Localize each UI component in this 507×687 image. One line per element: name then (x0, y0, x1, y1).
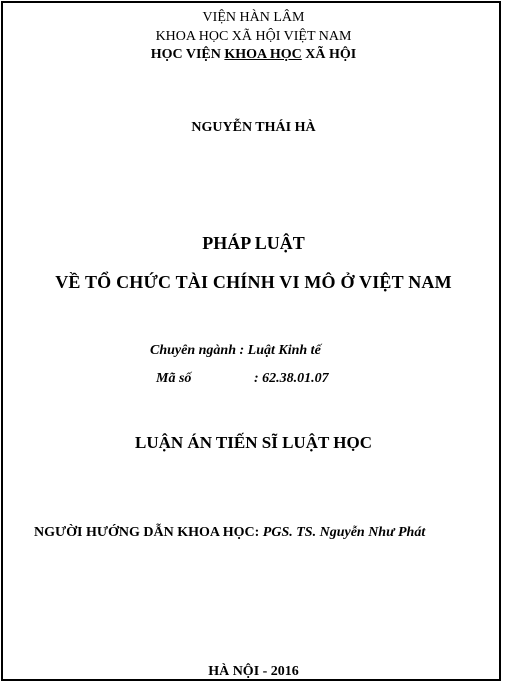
thesis-title-line-1: PHÁP LUẬT (202, 233, 305, 253)
major-label: Chuyên ngành (150, 343, 236, 358)
institution-line-3-underlined: KHOA HỌC (224, 47, 302, 62)
supervisor-name: PGS. TS. Nguyễn Như Phát (262, 525, 426, 540)
code-separator: : (254, 371, 263, 386)
major-row (150, 343, 321, 359)
institution-line-3-prefix: HỌC VIỆN (150, 47, 225, 62)
major-separator: : (235, 343, 248, 358)
author-name: NGUYỄN THÁI HÀ (191, 120, 316, 135)
institution-line-2: KHOA HỌC XÃ HỘI VIỆT NAM (155, 29, 352, 44)
page-border (1, 1, 501, 681)
institution-line-1: VIỆN HÀN LÂM (202, 10, 305, 25)
code-row (156, 371, 329, 387)
thesis-title-line-2: VỀ TỔ CHỨC TÀI CHÍNH VI MÔ Ở VIỆT NAM (55, 272, 452, 292)
degree-title: LUẬN ÁN TIẾN SĨ LUẬT HỌC (135, 433, 372, 452)
institution-line-3-suffix: XÃ HỘI (301, 47, 357, 62)
supervisor-row (34, 525, 425, 541)
code-value: 62.38.01.07 (262, 371, 329, 386)
institution-line-3 (0, 47, 507, 63)
supervisor-label: NGƯỜI HƯỚNG DẪN KHOA HỌC: (34, 525, 263, 540)
place-and-year: HÀ NỘI - 2016 (208, 664, 299, 679)
major-value: Luật Kinh tế (247, 343, 321, 358)
code-label: Mã số (156, 371, 192, 386)
